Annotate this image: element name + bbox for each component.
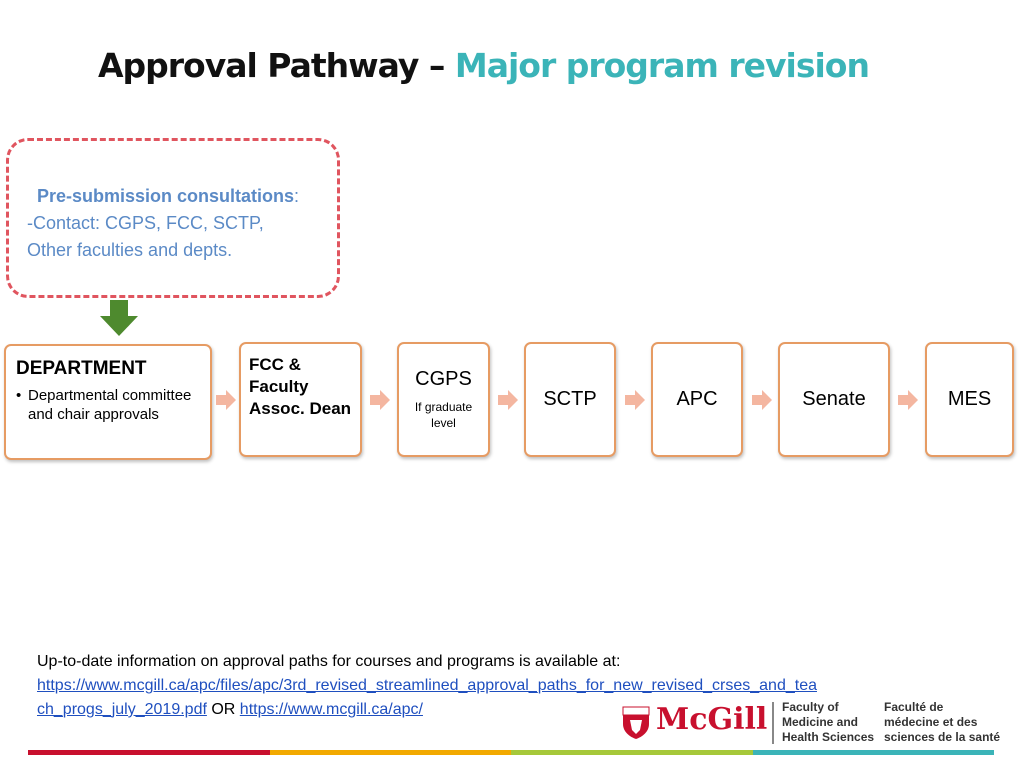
cgps-label: CGPS <box>415 368 472 390</box>
color-bar-segment <box>270 750 512 755</box>
department-heading: DEPARTMENT <box>16 358 147 379</box>
color-bar-segment <box>753 750 995 755</box>
faculty-name-fr <box>884 700 1000 745</box>
faculty-fr-line2: médecine et des <box>884 715 978 729</box>
department-bullet-item <box>16 386 200 424</box>
flow-arrow-icon <box>898 390 918 410</box>
presubmission-box <box>6 138 340 298</box>
presubmission-others: Other faculties and depts. <box>27 240 233 260</box>
title-accent: Major program revision <box>454 46 869 85</box>
approval-paths-link-continued[interactable]: ch_progs_july_2019.pdf <box>37 701 207 718</box>
step-mes <box>925 342 1014 457</box>
bullet-marker: • <box>16 387 22 404</box>
mes-label: MES <box>947 388 992 410</box>
title-main: Approval Pathway – <box>98 46 455 85</box>
color-bar-segment <box>28 750 270 755</box>
step-senate <box>778 342 890 457</box>
step-department <box>4 344 212 460</box>
down-arrow-icon <box>100 300 138 336</box>
fcc-line3: Assoc. Dean <box>249 399 352 418</box>
faculty-fr-line1: Faculté de <box>884 700 944 714</box>
sctp-label: SCTP <box>543 388 597 410</box>
faculty-fr-line3: sciences de la santé <box>884 730 1001 744</box>
mcgill-wordmark: McGill <box>656 702 768 737</box>
flow-arrow-icon <box>370 390 390 410</box>
faculty-name-en <box>782 700 874 745</box>
presubmission-colon: : <box>294 186 300 206</box>
footer-or: OR <box>206 701 240 718</box>
presubmission-text <box>27 183 299 264</box>
fcc-line2: Faculty <box>249 377 309 396</box>
apc-label: APC <box>676 388 718 410</box>
mcgill-crest-icon <box>622 706 650 740</box>
mcgill-logo <box>622 700 1002 748</box>
apc-home-link[interactable]: https://www.mcgill.ca/apc/ <box>239 701 423 718</box>
faculty-en-line2: Medicine and <box>782 715 859 729</box>
step-fcc-assoc-dean <box>239 342 362 457</box>
flow-arrow-icon <box>625 390 645 410</box>
color-bar-segment <box>511 750 753 755</box>
step-apc <box>651 342 743 457</box>
cgps-sub2: level <box>431 416 456 430</box>
footer-intro: Up-to-date information on approval paths for courses and programs is available at: <box>37 653 621 670</box>
page-title <box>98 46 869 85</box>
fcc-line1: FCC & <box>249 355 301 374</box>
presubmission-heading: Pre-submission consultations <box>37 186 295 206</box>
cgps-sub1: If graduate <box>414 400 473 414</box>
senate-label: Senate <box>802 388 866 410</box>
flow-arrow-icon <box>216 390 236 410</box>
color-bar <box>28 750 994 755</box>
step-cgps <box>397 342 490 457</box>
flow-arrow-icon <box>498 390 518 410</box>
logo-divider <box>772 702 774 744</box>
faculty-en-line1: Faculty of <box>782 700 839 714</box>
step-sctp <box>524 342 616 457</box>
presubmission-contact: -Contact: CGPS, FCC, SCTP, <box>27 213 264 233</box>
approval-paths-link[interactable]: https://www.mcgill.ca/apc/files/apc/3rd_revised_streamlined_approval_paths_for_new_revised_crses_and_tea <box>37 677 817 694</box>
department-detail: Departmental committee and chair approvals <box>28 387 192 423</box>
flow-arrow-icon <box>752 390 772 410</box>
faculty-en-line3: Health Sciences <box>782 730 875 744</box>
